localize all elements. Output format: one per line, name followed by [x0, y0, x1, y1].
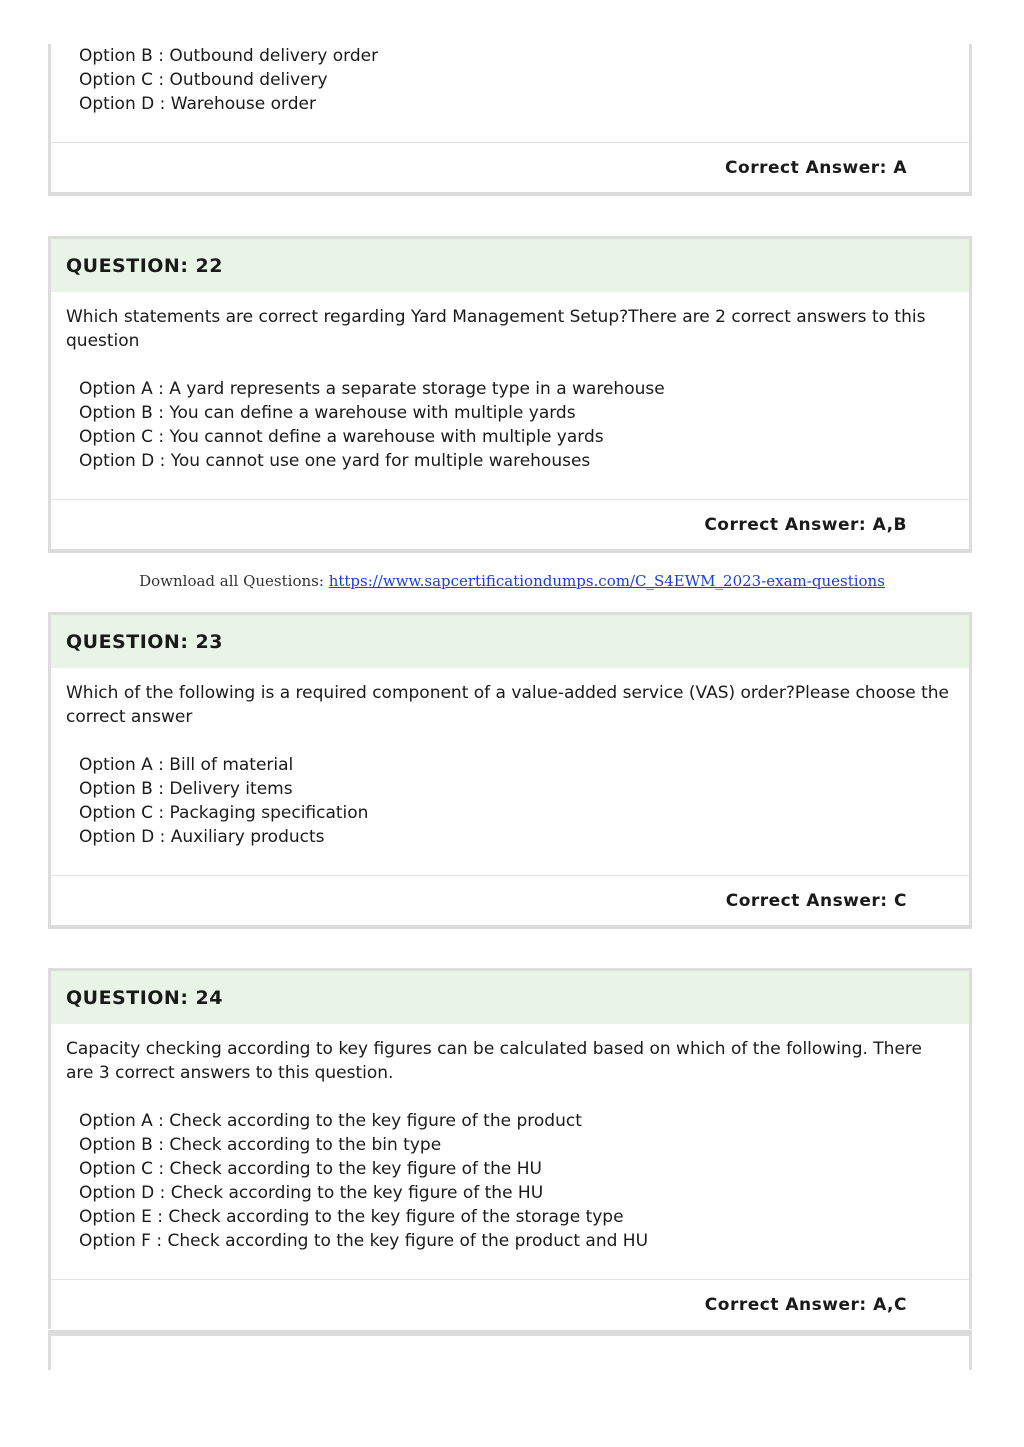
option-a: Option A : A yard represents a separate storage type in a warehouse: [79, 379, 665, 399]
download-label: Download all Questions:: [139, 572, 324, 590]
option-d: Option D : Warehouse order: [79, 94, 316, 114]
options-list: [66, 753, 954, 849]
option-e: Option E : Check according to the key figure of the storage type: [79, 1207, 624, 1227]
option-a: Option A : Bill of material: [79, 755, 294, 775]
question-card-22: [48, 236, 972, 553]
option-d: Option D : Check according to the key figure of the HU: [79, 1183, 544, 1203]
question-body: [51, 292, 969, 473]
question-text: Which statements are correct regarding Yard Management Setup?There are 2 correct answers to this question: [66, 307, 926, 351]
question-card-24: [48, 968, 972, 1329]
option-f: Option F : Check according to the key figure of the product and HU: [79, 1231, 649, 1251]
option-b: Option B : Delivery items: [79, 779, 293, 799]
question-card-21: [48, 44, 972, 196]
option-c: Option C : You cannot define a warehouse with multiple yards: [79, 427, 604, 447]
question-body: [51, 668, 969, 849]
correct-answer: Correct Answer: A,B: [51, 499, 969, 549]
option-b: Option B : Outbound delivery order: [79, 46, 379, 66]
download-line: [0, 572, 1024, 590]
option-a: Option A : Check according to the key figure of the product: [79, 1111, 582, 1131]
option-c: Option C : Outbound delivery: [79, 70, 328, 90]
correct-answer: Correct Answer: C: [51, 875, 969, 925]
option-d: Option D : Auxiliary products: [79, 827, 325, 847]
question-body: [51, 44, 969, 116]
correct-answer: Correct Answer: A: [51, 142, 969, 192]
options-list: [66, 377, 954, 473]
option-b: Option B : Check according to the bin type: [79, 1135, 442, 1155]
options-list: [66, 44, 954, 116]
question-title: QUESTION: 24: [51, 971, 969, 1024]
correct-answer: Correct Answer: A,C: [51, 1279, 969, 1329]
question-title: QUESTION: 22: [51, 239, 969, 292]
question-text: Which of the following is a required component of a value-added service (VAS) order?Please choose the correct answer: [66, 683, 949, 727]
options-list: [66, 1109, 954, 1253]
question-title: QUESTION: 23: [51, 615, 969, 668]
question-card-23: [48, 612, 972, 929]
option-c: Option C : Packaging specification: [79, 803, 369, 823]
download-link[interactable]: https://www.sapcertificationdumps.com/C_S4EWM_2023-exam-questions: [328, 572, 885, 590]
question-text: Capacity checking according to key figures can be calculated based on which of the following. There are 3 correct answers to this question.: [66, 1039, 922, 1083]
option-d: Option D : You cannot use one yard for multiple warehouses: [79, 451, 591, 471]
question-card-next-partial: [48, 1330, 972, 1370]
question-body: [51, 1024, 969, 1253]
option-b: Option B : You can define a warehouse with multiple yards: [79, 403, 576, 423]
option-c: Option C : Check according to the key figure of the HU: [79, 1159, 542, 1179]
